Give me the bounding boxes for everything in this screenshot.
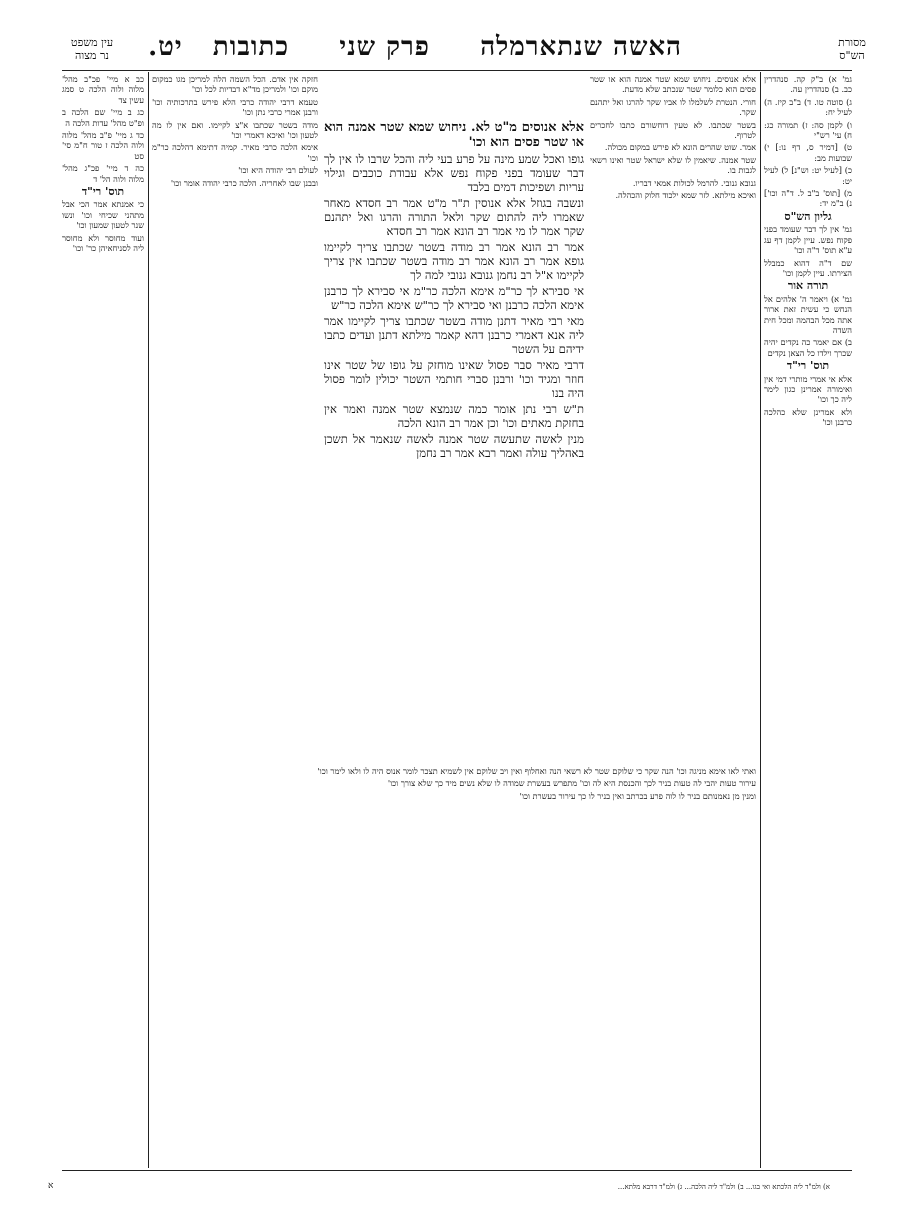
gemara-paragraph: אמר רב הונא אמר רב מודה בשטר שכתבו צריך לקיימו גופא אמר רב הונא אמר רב מודה בשטר שכתבו אין צריך לקיימו א"ל רב נחמן גנובא גנובי למה לך xyxy=(324,240,584,282)
tosafos-entry: מודה בשטר שכתבו א"צ לקיימו. ואם אין לו מה לטעון וכו' ואיכא דאמרי וכו' xyxy=(152,119,318,141)
bottom-entry: ומנין מן נאמנותם בניר לו לוה פרע בכרתב ואין בניר לו כך עירור בעשרת וכו' xyxy=(519,790,756,801)
rid-entry: אלא אי אמרי מותרי דמי אין ואימורה אמרינן כגון לימר ליה כך וכו' xyxy=(764,373,852,405)
tosafos-commentary xyxy=(152,74,318,684)
tosfos-rid-left-title: תוס' רי"ד xyxy=(81,185,125,199)
torah-or-entry: גמ' א) ויאמר ה' אלהים אל הנחש כי עשית זאת ארור אתה מכל הבהמה ומכל חית השדה xyxy=(764,293,852,335)
left-column-divider xyxy=(148,72,149,1168)
mishna-text: אלא אנוסים מ"ט לא. ניחוש שמא שטר אמנה הוא או שטר פסים הוא וכו' xyxy=(324,120,584,150)
page-number: א xyxy=(48,1181,54,1191)
gilyon-title: גליון הש"ס xyxy=(784,209,832,223)
rashi-entry: גנובא גנובי. להרמל לכולות אמאי דבריו. xyxy=(632,177,756,188)
gemara-paragraph: מאי רבי מאיר דתנן מודה בשטר שכתבו צריך לקיימו אמר ליה אנא דאמרי כרבנן דהא קאמר מילתא דתנן ועדים כתבו ידיהם על השטר xyxy=(324,314,584,356)
right-column-divider xyxy=(760,72,761,1168)
torah-or-entry: ב) אם יאמר כה נקדים יהיה שכרך וילדו כל הצאן נקדים xyxy=(764,337,852,358)
rashi-commentary xyxy=(590,74,756,684)
rashi-entry: אלא אנוסים. ניחוש שמא שטר אמנה הוא או שטר פסים הוא כלומר שטר שנכתב שלא מדעת. xyxy=(590,74,756,95)
page-header xyxy=(62,28,866,68)
folio-number: יט. xyxy=(148,32,183,62)
gemara-paragraph: דרבי מאיר סבר פסול שאינו מוחזק על גופו של שטר אינו חוזר ומגיד וכו' ורבנן סברי חותמי השטר יכולין לומר פסול היה בנו xyxy=(324,358,584,400)
footer-rule xyxy=(62,1170,852,1171)
bottom-entry: ואתי לאו אימא מניגה וכו' הנה שקר כי שלוקם שטר לא רשאי הנה ואחלוף ואין ויב שלוקם אין לשמיא תצכר לומר אנוס היה לו ולאו לימר וכו' xyxy=(317,766,756,776)
gemara-paragraph: ת"ש רבי נתן אומר כמה שנמצא שטר אמנה ואמר אין בחזקת מאתים וכו' וכן אמר רב הונא הלכה xyxy=(324,402,584,430)
gemara-paragraph: מנין לאשה שתעשה שטר אמנה לאשה שנאמר אל תשכן באהליך עולה ואמר רבא אמר רב נחמן xyxy=(324,432,584,460)
tractate-name: כתובות xyxy=(212,32,290,62)
rid-entry: ולא אמרינן שלא כהלכה כרבנן וכו' xyxy=(764,406,852,428)
bottom-commentary xyxy=(152,766,756,1166)
gilyon-entry: גמ' אין לך דבר שעומד בפני פקוח נפש. עיין לקמן דף עג ע"א תוס' ד"ה וכו' xyxy=(764,224,852,256)
gemara-text xyxy=(324,120,584,760)
tosfos-rid-title: תוס' רי"ד xyxy=(786,359,830,373)
left-margin xyxy=(62,74,144,1166)
tosafos-entry: לעולם רבי יהודה היא וכו' xyxy=(238,165,318,176)
rashi-entry: בשטר שכתבו. לא טעין דוחשורם כתבו לחכרים לטרוף. xyxy=(590,119,756,141)
rashi-entry: שטר אמנה. שיאמין לו שלא ישראל שטר ואינו רשאי לגבות בו. xyxy=(590,154,756,176)
rashi-entry: חורי. הנטרת לשלמלו לו אביו שקר להרגו ואל יתהנם שקר. xyxy=(590,96,756,118)
masores-entry: כ) [לעיל יט: וש"נ] ל) לעיל יט: xyxy=(764,165,852,186)
footer-notes: א) ולמ"ד ליה הלכתא ואי בגו... ב) ולמ"ד ליה הלכה... ג) ולמ"ד דרבא מלתא... xyxy=(617,1183,830,1191)
tosafos-entry: ובבנן שבו לאחריה. הלכה כרבי יהודה אומר וכו' xyxy=(170,177,318,188)
masores-entry: מ) [תוס' ב"ב ל. ד"ה וכו'] נ) ב"מ יד: xyxy=(764,188,852,209)
chapter-name: האשה שנתארמלה xyxy=(480,32,682,62)
ein-mishpat-entry: כב א מיי' פכ"ב מהל' מלוה ולוה הלכה ט סמג עשין צד xyxy=(62,74,144,105)
mishna-line xyxy=(324,120,584,150)
ein-mishpat-entry: כה ד מיי' פכ"ג מהל' מלוה ולוה הל' ד xyxy=(62,163,144,184)
bottom-entry: עירור טעות יהבי לה טעות בניר לכך והכנסת היא לה וכו' מתפרש בעשרת שמודה לו שלא נשים מיד כך שלא צורך וכו' xyxy=(387,778,756,789)
gilyon-entry: שם ד"ה דהוא כמבלל הצירתו. עיין לקמן וכו' xyxy=(764,257,852,278)
masores-entry: גמ' א) ב"ק קה. סנהדרין כב. ב) סנהדרין עה. xyxy=(764,74,852,95)
tosafos-entry: חזקה אין אדם. הכל השמה הלה למריכן מגו כמקום מוקם וכו' ולמריכן מד"א דבדיות לכל וכו' xyxy=(152,74,318,95)
masores-entry: ו) לקמן סה: ז) תמורה כג: ח) עי' רש"י xyxy=(764,119,852,141)
rashi-entry: ואיכא מילתא. לזר שמא ילכוד חלוק והכהלה. xyxy=(615,190,756,201)
ein-mishpat-entry: כד ג מיי' פ"ב מהל' מלוה ולוה הלכה ז טור ח"מ סי' סט xyxy=(62,130,144,161)
gemara-paragraph: ונשבה בגוזל אלא אנוסין ת"ר מ"ט אמר רב חסדא מאחר שאמרו ליה להתום שקר ולאל התורה והרגו ואל יתהנם שקר אמר לו מי אמר רב הונא אמר רב חסדא xyxy=(324,196,584,238)
tosafos-entry: אימא הלכה כרבי מאיר. קמיה דתימא דהלכה כר"מ וכו' xyxy=(152,142,318,163)
ein-mishpat-heading: עין משפט נר מצוה xyxy=(70,36,114,62)
torah-or-title: תורה אור xyxy=(787,279,829,293)
masores-entry: ג) סוטה טו. ד) ב"ב קיז. ה) לעיל יח: xyxy=(764,96,852,118)
masores-entry: ט) [דמיר ס, דף נו:] י) שבועות מב: xyxy=(764,142,852,163)
gemara-paragraph: אי סבירא לך כר"מ אימא הלכה כר"מ אי סבירא לך כרבנן אימא הלכה כרבנן ואי סבירא לך כר"ש אימא הלכה כר"ש xyxy=(324,284,584,312)
rid-entry: ועוד מחוסר ולא מחוסר ליה לסניחאיהן כר' וכו' xyxy=(62,232,144,254)
ein-mishpat-entry: כג ב מיי' שם הלכה ב ופ"ט מהל' עדות הלכה ה xyxy=(62,107,144,128)
right-margin xyxy=(764,74,852,1166)
masores-heading: מסורת הש"ס xyxy=(838,36,866,62)
tosafos-entry: טעמא דרבי יהודה כרבי הלא פירש בתרכותיה וכו' ורבנן אמרי כרבי נתן וכו' xyxy=(152,96,318,118)
chapter-number: פרק שני xyxy=(339,32,430,62)
rashi-entry: אמר. שוט שהרים הונא לא פירש במקום מכולה. xyxy=(604,142,756,153)
page-title xyxy=(148,32,682,62)
gemara-paragraph: גופו ואכל שמע מינה על פרע בעי ליה והכל שרבו לו אין לך דבר שעומד בפני פקוח נפש אלא עבודת כוכבים וגילוי עריות ושפיכות דמים בלבד xyxy=(324,152,584,194)
header-rule xyxy=(62,70,852,71)
rid-entry: כי אמנתא אמר הכי אבל מתהני שכיחי וכו' ונשו שנר לטעון שמעון וכו' xyxy=(62,199,144,231)
